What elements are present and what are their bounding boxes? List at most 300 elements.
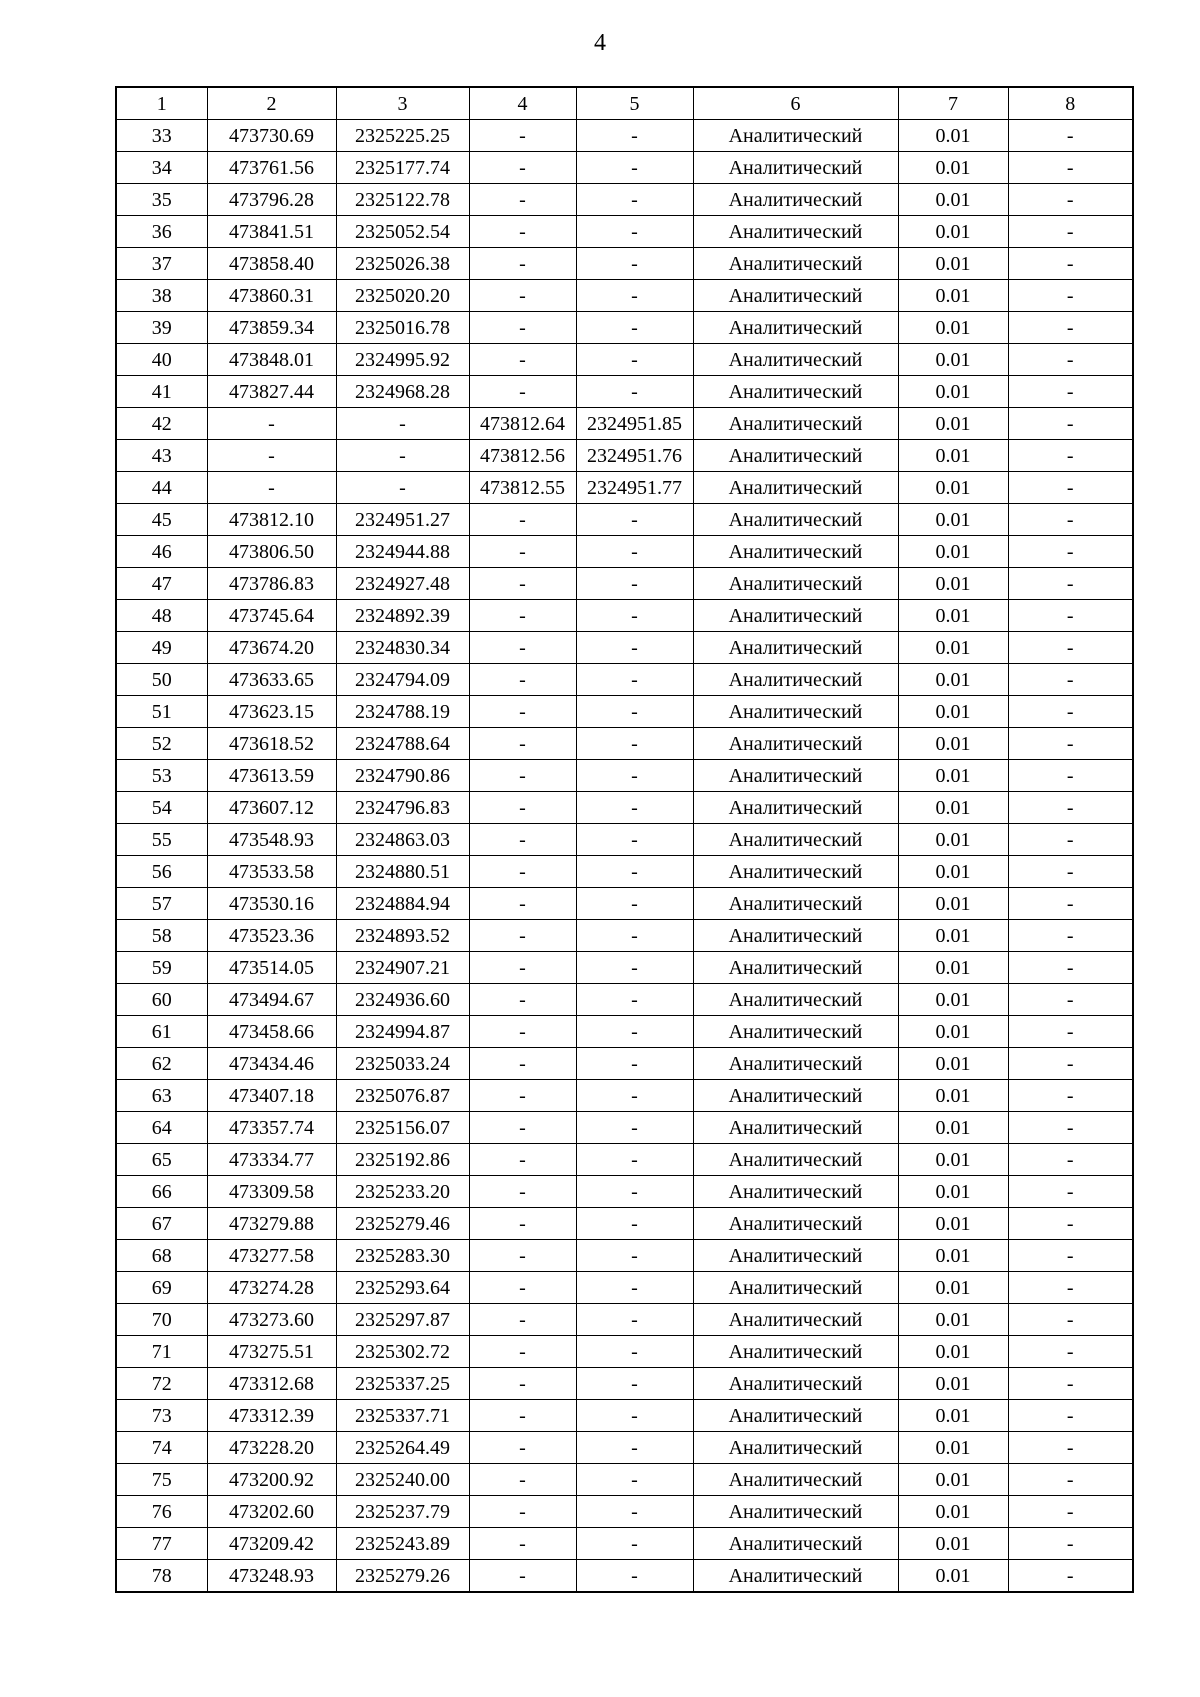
table-cell: 2324863.03 xyxy=(336,824,469,856)
table-cell: 473275.51 xyxy=(207,1336,336,1368)
table-cell: Аналитический xyxy=(693,728,898,760)
table-row xyxy=(116,1176,1133,1208)
table-cell: 2324892.39 xyxy=(336,600,469,632)
table-cell: 78 xyxy=(116,1560,207,1593)
table-cell: 473548.93 xyxy=(207,824,336,856)
table-row xyxy=(116,344,1133,376)
table-row xyxy=(116,120,1133,152)
table-cell: 45 xyxy=(116,504,207,536)
table-cell: 0.01 xyxy=(898,1080,1008,1112)
table-cell: 0.01 xyxy=(898,1432,1008,1464)
table-cell: - xyxy=(1008,632,1133,664)
table-cell: - xyxy=(576,1048,693,1080)
table-cell: - xyxy=(336,408,469,440)
table-cell: - xyxy=(1008,1304,1133,1336)
table-cell: 61 xyxy=(116,1016,207,1048)
table-cell: 2325225.25 xyxy=(336,120,469,152)
table-cell: Аналитический xyxy=(693,1144,898,1176)
table-cell: - xyxy=(469,184,576,216)
table-cell: Аналитический xyxy=(693,216,898,248)
table-cell: - xyxy=(576,824,693,856)
table-cell: - xyxy=(576,1016,693,1048)
table-cell: Аналитический xyxy=(693,152,898,184)
table-cell: 55 xyxy=(116,824,207,856)
table-row xyxy=(116,1048,1133,1080)
table-cell: 0.01 xyxy=(898,1496,1008,1528)
table-cell: 473613.59 xyxy=(207,760,336,792)
table-cell: 65 xyxy=(116,1144,207,1176)
table-cell: - xyxy=(469,696,576,728)
table-cell: 473523.36 xyxy=(207,920,336,952)
table-cell: - xyxy=(576,856,693,888)
table-cell: Аналитический xyxy=(693,408,898,440)
table-header-row xyxy=(116,87,1133,120)
table-row xyxy=(116,888,1133,920)
column-header: 1 xyxy=(116,87,207,120)
table-cell: - xyxy=(576,504,693,536)
table-cell: 0.01 xyxy=(898,1400,1008,1432)
table-cell: - xyxy=(576,376,693,408)
table-row xyxy=(116,1272,1133,1304)
table-cell: 473812.56 xyxy=(469,440,576,472)
table-cell: 66 xyxy=(116,1176,207,1208)
table-cell: 2325283.30 xyxy=(336,1240,469,1272)
table-cell: - xyxy=(576,568,693,600)
table-cell: Аналитический xyxy=(693,536,898,568)
table-cell: 0.01 xyxy=(898,632,1008,664)
table-cell: 473277.58 xyxy=(207,1240,336,1272)
table-cell: Аналитический xyxy=(693,120,898,152)
table-cell: 68 xyxy=(116,1240,207,1272)
table-cell: - xyxy=(576,664,693,696)
table-cell: - xyxy=(576,792,693,824)
table-row xyxy=(116,280,1133,312)
table-cell: - xyxy=(576,536,693,568)
table-cell: 47 xyxy=(116,568,207,600)
table-cell: - xyxy=(469,856,576,888)
table-cell: - xyxy=(469,1432,576,1464)
table-cell: - xyxy=(1008,824,1133,856)
table-cell: 0.01 xyxy=(898,984,1008,1016)
table-cell: 0.01 xyxy=(898,1240,1008,1272)
table-cell: 473841.51 xyxy=(207,216,336,248)
table-cell: - xyxy=(469,1080,576,1112)
table-cell: - xyxy=(1008,856,1133,888)
table-cell: 2324951.77 xyxy=(576,472,693,504)
table-row xyxy=(116,184,1133,216)
table-cell: 2324951.76 xyxy=(576,440,693,472)
table-cell: - xyxy=(576,632,693,664)
table-cell: 0.01 xyxy=(898,664,1008,696)
table-cell: - xyxy=(469,1528,576,1560)
table-row xyxy=(116,1496,1133,1528)
table-cell: 60 xyxy=(116,984,207,1016)
table-cell: Аналитический xyxy=(693,1080,898,1112)
table-cell: - xyxy=(469,632,576,664)
table-cell: - xyxy=(1008,120,1133,152)
table-cell: - xyxy=(469,536,576,568)
table-cell: 0.01 xyxy=(898,472,1008,504)
table-cell: 2324794.09 xyxy=(336,664,469,696)
table-row xyxy=(116,1368,1133,1400)
table-cell: 57 xyxy=(116,888,207,920)
table-cell: - xyxy=(1008,728,1133,760)
table-cell: - xyxy=(469,600,576,632)
table-cell: Аналитический xyxy=(693,1048,898,1080)
table-cell: 44 xyxy=(116,472,207,504)
table-cell: Аналитический xyxy=(693,1400,898,1432)
table-cell: 2325240.00 xyxy=(336,1464,469,1496)
table-cell: - xyxy=(1008,472,1133,504)
table-cell: 54 xyxy=(116,792,207,824)
table-cell: 62 xyxy=(116,1048,207,1080)
table-cell: - xyxy=(576,344,693,376)
column-header: 3 xyxy=(336,87,469,120)
table-cell: - xyxy=(1008,1144,1133,1176)
table-cell: 2324927.48 xyxy=(336,568,469,600)
table-cell: 0.01 xyxy=(898,376,1008,408)
table-cell: 0.01 xyxy=(898,504,1008,536)
table-cell: 42 xyxy=(116,408,207,440)
table-row xyxy=(116,152,1133,184)
table-cell: 0.01 xyxy=(898,280,1008,312)
table-cell: Аналитический xyxy=(693,1528,898,1560)
table-cell: 34 xyxy=(116,152,207,184)
table-cell: Аналитический xyxy=(693,792,898,824)
table-cell: - xyxy=(1008,1336,1133,1368)
table-cell: 2325297.87 xyxy=(336,1304,469,1336)
table-cell: 473858.40 xyxy=(207,248,336,280)
table-cell: - xyxy=(469,920,576,952)
table-cell: - xyxy=(576,760,693,792)
table-cell: 2325156.07 xyxy=(336,1112,469,1144)
table-cell: - xyxy=(1008,344,1133,376)
table-cell: 72 xyxy=(116,1368,207,1400)
table-cell: Аналитический xyxy=(693,664,898,696)
table-cell: - xyxy=(1008,1176,1133,1208)
table-cell: 73 xyxy=(116,1400,207,1432)
table-cell: - xyxy=(1008,984,1133,1016)
table-cell: 2324994.87 xyxy=(336,1016,469,1048)
table-cell: 473334.77 xyxy=(207,1144,336,1176)
table-cell: 473228.20 xyxy=(207,1432,336,1464)
table-cell: - xyxy=(469,728,576,760)
table-cell: - xyxy=(576,984,693,1016)
table-cell: 2325192.86 xyxy=(336,1144,469,1176)
table-cell: Аналитический xyxy=(693,632,898,664)
table-cell: 0.01 xyxy=(898,1272,1008,1304)
table-cell: - xyxy=(469,1048,576,1080)
table-cell: Аналитический xyxy=(693,1368,898,1400)
table-cell: - xyxy=(469,1368,576,1400)
table-cell: 41 xyxy=(116,376,207,408)
table-cell: 473530.16 xyxy=(207,888,336,920)
table-row xyxy=(116,1304,1133,1336)
table-cell: 59 xyxy=(116,952,207,984)
table-cell: - xyxy=(1008,1368,1133,1400)
table-cell: - xyxy=(1008,696,1133,728)
table-cell: - xyxy=(1008,600,1133,632)
table-cell: - xyxy=(469,504,576,536)
table-row xyxy=(116,728,1133,760)
table-cell: - xyxy=(576,600,693,632)
table-row xyxy=(116,568,1133,600)
table-cell: 473514.05 xyxy=(207,952,336,984)
table-cell: 58 xyxy=(116,920,207,952)
table-cell: 0.01 xyxy=(898,856,1008,888)
column-header: 8 xyxy=(1008,87,1133,120)
table-cell: - xyxy=(207,440,336,472)
table-cell: - xyxy=(576,1400,693,1432)
table-cell: 0.01 xyxy=(898,248,1008,280)
table-cell: Аналитический xyxy=(693,888,898,920)
table-cell: 0.01 xyxy=(898,824,1008,856)
table-cell: - xyxy=(469,1144,576,1176)
table-cell: 473248.93 xyxy=(207,1560,336,1593)
table-cell: Аналитический xyxy=(693,1496,898,1528)
table-cell: 0.01 xyxy=(898,120,1008,152)
table-cell: Аналитический xyxy=(693,1176,898,1208)
table-cell: 473407.18 xyxy=(207,1080,336,1112)
table-cell: - xyxy=(1008,1432,1133,1464)
table-cell: 2325243.89 xyxy=(336,1528,469,1560)
table-cell: 2325302.72 xyxy=(336,1336,469,1368)
table-row xyxy=(116,632,1133,664)
table-cell: Аналитический xyxy=(693,280,898,312)
table-cell: - xyxy=(469,280,576,312)
table-cell: - xyxy=(576,1432,693,1464)
table-cell: 69 xyxy=(116,1272,207,1304)
table-cell: 473357.74 xyxy=(207,1112,336,1144)
table-cell: 2325337.25 xyxy=(336,1368,469,1400)
table-row xyxy=(116,1560,1133,1593)
table-cell: 2325264.49 xyxy=(336,1432,469,1464)
table-cell: 2324880.51 xyxy=(336,856,469,888)
table-cell: - xyxy=(469,248,576,280)
table-cell: - xyxy=(469,568,576,600)
table-cell: 473848.01 xyxy=(207,344,336,376)
table-row xyxy=(116,216,1133,248)
table-cell: - xyxy=(469,1240,576,1272)
table-row xyxy=(116,792,1133,824)
table-cell: - xyxy=(576,216,693,248)
table-row xyxy=(116,760,1133,792)
coordinates-table xyxy=(115,86,1134,1593)
table-cell: Аналитический xyxy=(693,1112,898,1144)
table-cell: 473812.64 xyxy=(469,408,576,440)
table-cell: 2324830.34 xyxy=(336,632,469,664)
table-cell: - xyxy=(576,1528,693,1560)
table-row xyxy=(116,1240,1133,1272)
table-cell: 0.01 xyxy=(898,536,1008,568)
table-cell: Аналитический xyxy=(693,760,898,792)
table-cell: - xyxy=(336,440,469,472)
table-body xyxy=(116,120,1133,1593)
table-cell: 2325020.20 xyxy=(336,280,469,312)
table-cell: - xyxy=(469,760,576,792)
table-cell: - xyxy=(469,824,576,856)
table-cell: 0.01 xyxy=(898,1464,1008,1496)
table-row xyxy=(116,1112,1133,1144)
table-cell: 2325233.20 xyxy=(336,1176,469,1208)
table-cell: 2325337.71 xyxy=(336,1400,469,1432)
table-cell: 0.01 xyxy=(898,216,1008,248)
table-cell: 33 xyxy=(116,120,207,152)
table-cell: 76 xyxy=(116,1496,207,1528)
table-cell: - xyxy=(1008,888,1133,920)
column-header: 4 xyxy=(469,87,576,120)
table-row xyxy=(116,440,1133,472)
column-header: 7 xyxy=(898,87,1008,120)
table-cell: - xyxy=(469,1560,576,1593)
table-cell: - xyxy=(469,1464,576,1496)
table-cell: 473812.55 xyxy=(469,472,576,504)
table-cell: 0.01 xyxy=(898,600,1008,632)
table-cell: - xyxy=(469,1336,576,1368)
table-cell: 0.01 xyxy=(898,1528,1008,1560)
table-cell: 2325293.64 xyxy=(336,1272,469,1304)
table-cell: 67 xyxy=(116,1208,207,1240)
table-row xyxy=(116,664,1133,696)
table-cell: 0.01 xyxy=(898,152,1008,184)
table-cell: - xyxy=(469,1176,576,1208)
table-cell: 2324796.83 xyxy=(336,792,469,824)
table-cell: 473274.28 xyxy=(207,1272,336,1304)
table-cell: 473859.34 xyxy=(207,312,336,344)
table-cell: 0.01 xyxy=(898,1208,1008,1240)
table-cell: - xyxy=(576,1304,693,1336)
table-cell: 473209.42 xyxy=(207,1528,336,1560)
table-cell: 0.01 xyxy=(898,1112,1008,1144)
table-cell: 2324788.19 xyxy=(336,696,469,728)
table-cell: 473812.10 xyxy=(207,504,336,536)
table-cell: 63 xyxy=(116,1080,207,1112)
table-cell: Аналитический xyxy=(693,344,898,376)
table-cell: 0.01 xyxy=(898,792,1008,824)
table-cell: 36 xyxy=(116,216,207,248)
table-cell: 473827.44 xyxy=(207,376,336,408)
table-cell: 53 xyxy=(116,760,207,792)
table-cell: 0.01 xyxy=(898,696,1008,728)
table-cell: 35 xyxy=(116,184,207,216)
table-cell: 473533.58 xyxy=(207,856,336,888)
table-row xyxy=(116,952,1133,984)
table-cell: - xyxy=(469,984,576,1016)
table-cell: 473202.60 xyxy=(207,1496,336,1528)
table-cell: - xyxy=(1008,1048,1133,1080)
table-cell: - xyxy=(469,312,576,344)
table-cell: 74 xyxy=(116,1432,207,1464)
table-row xyxy=(116,1016,1133,1048)
table-cell: 473458.66 xyxy=(207,1016,336,1048)
table-cell: 64 xyxy=(116,1112,207,1144)
table-cell: 0.01 xyxy=(898,184,1008,216)
table-cell: - xyxy=(469,216,576,248)
column-header: 2 xyxy=(207,87,336,120)
table-cell: - xyxy=(576,1080,693,1112)
table-row xyxy=(116,1080,1133,1112)
table-cell: 37 xyxy=(116,248,207,280)
table-cell: 2324790.86 xyxy=(336,760,469,792)
table-cell: 473434.46 xyxy=(207,1048,336,1080)
table-cell: 2325177.74 xyxy=(336,152,469,184)
table-cell: Аналитический xyxy=(693,1560,898,1593)
page-number: 4 xyxy=(594,30,606,56)
table-row xyxy=(116,536,1133,568)
table-cell: 2324995.92 xyxy=(336,344,469,376)
table-cell: - xyxy=(1008,248,1133,280)
table-row xyxy=(116,696,1133,728)
table-cell: 2324936.60 xyxy=(336,984,469,1016)
table-cell: 50 xyxy=(116,664,207,696)
table-cell: 0.01 xyxy=(898,440,1008,472)
table-cell: 51 xyxy=(116,696,207,728)
table-cell: 70 xyxy=(116,1304,207,1336)
table-cell: - xyxy=(1008,280,1133,312)
table-cell: - xyxy=(576,1272,693,1304)
table-cell: Аналитический xyxy=(693,824,898,856)
table-cell: 2325279.46 xyxy=(336,1208,469,1240)
table-cell: 0.01 xyxy=(898,1336,1008,1368)
table-cell: - xyxy=(576,1240,693,1272)
table-cell: - xyxy=(576,728,693,760)
table-cell: 2325076.87 xyxy=(336,1080,469,1112)
table-cell: - xyxy=(207,472,336,504)
table-cell: 0.01 xyxy=(898,344,1008,376)
table-cell: - xyxy=(469,1496,576,1528)
table-cell: 0.01 xyxy=(898,568,1008,600)
table-cell: 49 xyxy=(116,632,207,664)
table-cell: - xyxy=(576,1496,693,1528)
table-row xyxy=(116,600,1133,632)
table-row xyxy=(116,1528,1133,1560)
table-cell: - xyxy=(469,376,576,408)
table-cell: Аналитический xyxy=(693,920,898,952)
column-header: 6 xyxy=(693,87,898,120)
table-cell: 39 xyxy=(116,312,207,344)
table-cell: 0.01 xyxy=(898,1144,1008,1176)
table-cell: 2325016.78 xyxy=(336,312,469,344)
table-cell: 0.01 xyxy=(898,1368,1008,1400)
table-cell: 0.01 xyxy=(898,1176,1008,1208)
table-cell: Аналитический xyxy=(693,1304,898,1336)
table-cell: - xyxy=(1008,1112,1133,1144)
table-cell: 473623.15 xyxy=(207,696,336,728)
table-row xyxy=(116,312,1133,344)
table-cell: 2325033.24 xyxy=(336,1048,469,1080)
table-cell: 473730.69 xyxy=(207,120,336,152)
table-cell: - xyxy=(469,1016,576,1048)
table-cell: Аналитический xyxy=(693,1432,898,1464)
table-cell: - xyxy=(576,1176,693,1208)
table-row xyxy=(116,1208,1133,1240)
table-cell: 0.01 xyxy=(898,760,1008,792)
table-row xyxy=(116,504,1133,536)
table-cell: - xyxy=(1008,408,1133,440)
table-cell: - xyxy=(1008,568,1133,600)
table-cell: - xyxy=(576,1464,693,1496)
table-cell: - xyxy=(1008,1464,1133,1496)
table-cell: 473494.67 xyxy=(207,984,336,1016)
table-cell: - xyxy=(469,888,576,920)
table-cell: 473860.31 xyxy=(207,280,336,312)
table-row xyxy=(116,1432,1133,1464)
table-cell: - xyxy=(469,1304,576,1336)
table-row xyxy=(116,1464,1133,1496)
table-cell: 0.01 xyxy=(898,888,1008,920)
table-cell: 0.01 xyxy=(898,1048,1008,1080)
table-cell: 2325237.79 xyxy=(336,1496,469,1528)
